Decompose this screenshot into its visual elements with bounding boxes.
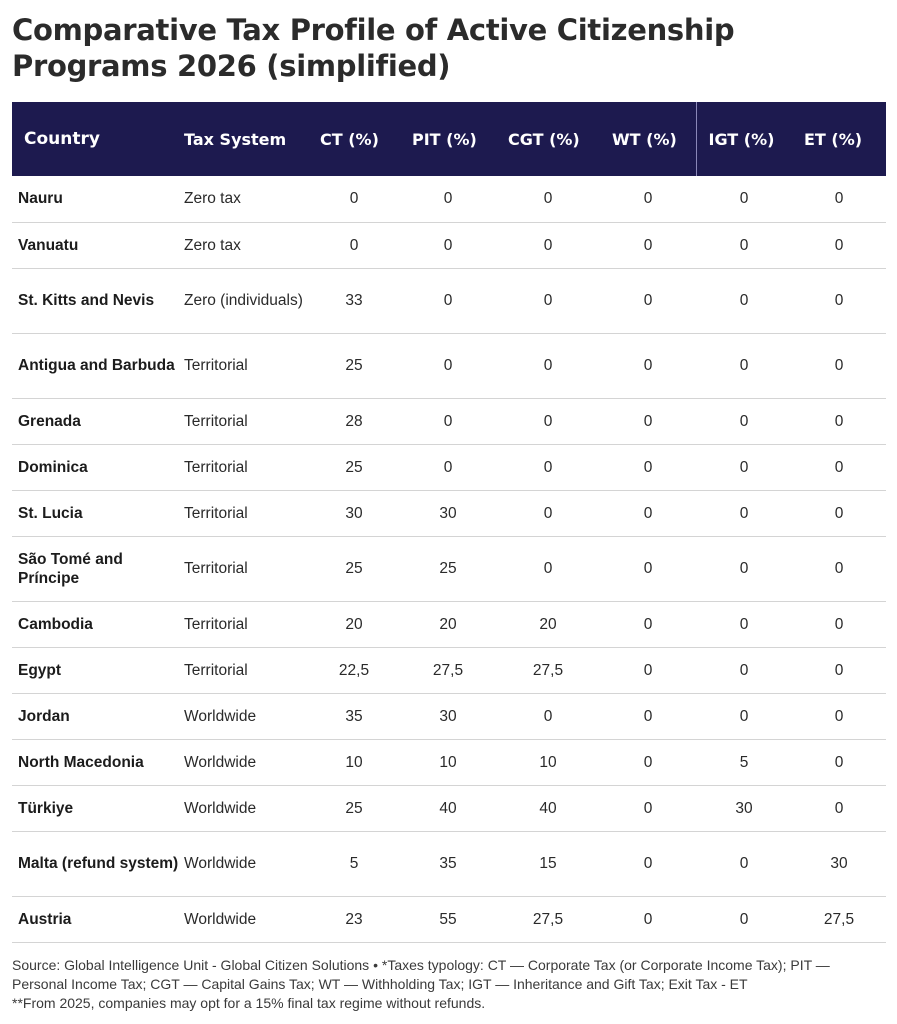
table-row (12, 647, 886, 693)
cell-igt: 0 (696, 896, 792, 942)
cell-wt: 0 (600, 785, 696, 831)
cell-igt: 0 (696, 601, 792, 647)
table-row (12, 601, 886, 647)
cell-ct: 25 (308, 333, 400, 398)
table-row (12, 785, 886, 831)
cell-pit: 0 (400, 222, 496, 268)
cell-wt: 0 (600, 896, 696, 942)
cell-tax-system: Zero tax (180, 176, 308, 222)
cell-cgt: 0 (496, 333, 600, 398)
cell-ct: 5 (308, 831, 400, 896)
cell-tax-system: Worldwide (180, 785, 308, 831)
cell-igt: 5 (696, 739, 792, 785)
cell-pit: 0 (400, 333, 496, 398)
cell-ct: 10 (308, 739, 400, 785)
cell-country: Grenada (12, 398, 180, 444)
cell-country: Vanuatu (12, 222, 180, 268)
cell-pit: 30 (400, 693, 496, 739)
column-header-et: ET (%) (804, 129, 863, 149)
cell-et: 0 (792, 444, 886, 490)
table-row (12, 896, 886, 942)
table-row (12, 536, 886, 601)
cell-country: Jordan (12, 693, 180, 739)
column-header-tax-system: Tax System (184, 129, 287, 149)
cell-country: Dominica (12, 444, 180, 490)
cell-pit: 0 (400, 444, 496, 490)
table-row (12, 831, 886, 896)
cell-tax-system: Worldwide (180, 693, 308, 739)
tax-table (12, 102, 886, 943)
cell-ct: 25 (308, 444, 400, 490)
column-header-ct: CT (%) (320, 129, 379, 149)
cell-et: 0 (792, 536, 886, 601)
table-notes (12, 956, 887, 1013)
cell-cgt: 0 (496, 490, 600, 536)
cell-tax-system: Worldwide (180, 831, 308, 896)
table-row (12, 176, 886, 222)
cell-igt: 0 (696, 831, 792, 896)
cell-igt: 0 (696, 222, 792, 268)
table-row (12, 222, 886, 268)
cell-ct: 33 (308, 268, 400, 333)
cell-tax-system: Territorial (180, 444, 308, 490)
cell-cgt: 27,5 (496, 896, 600, 942)
cell-pit: 0 (400, 176, 496, 222)
cell-cgt: 0 (496, 398, 600, 444)
cell-tax-system: Territorial (180, 647, 308, 693)
cell-cgt: 20 (496, 601, 600, 647)
cell-et: 0 (792, 693, 886, 739)
cell-et: 27,5 (792, 896, 886, 942)
cell-cgt: 0 (496, 268, 600, 333)
table-row (12, 490, 886, 536)
table-header-row (12, 102, 886, 176)
cell-cgt: 0 (496, 444, 600, 490)
cell-igt: 0 (696, 536, 792, 601)
cell-et: 0 (792, 647, 886, 693)
cell-pit: 27,5 (400, 647, 496, 693)
cell-wt: 0 (600, 176, 696, 222)
cell-igt: 0 (696, 333, 792, 398)
cell-tax-system: Worldwide (180, 896, 308, 942)
cell-et: 0 (792, 398, 886, 444)
column-header-country: Country (24, 128, 100, 149)
cell-tax-system: Territorial (180, 490, 308, 536)
table-row (12, 739, 886, 785)
cell-igt: 0 (696, 490, 792, 536)
cell-country: St. Lucia (12, 490, 180, 536)
cell-igt: 0 (696, 693, 792, 739)
cell-pit: 35 (400, 831, 496, 896)
cell-country: São Tomé and Príncipe (12, 536, 180, 601)
cell-country: North Macedonia (12, 739, 180, 785)
cell-wt: 0 (600, 831, 696, 896)
column-header-wt: WT (%) (612, 129, 677, 149)
cell-et: 0 (792, 490, 886, 536)
cell-wt: 0 (600, 490, 696, 536)
cell-tax-system: Territorial (180, 398, 308, 444)
cell-wt: 0 (600, 268, 696, 333)
cell-et: 0 (792, 268, 886, 333)
cell-wt: 0 (600, 647, 696, 693)
cell-country: Egypt (12, 647, 180, 693)
cell-tax-system: Zero tax (180, 222, 308, 268)
cell-ct: 0 (308, 222, 400, 268)
table-row (12, 444, 886, 490)
cell-country: Nauru (12, 176, 180, 222)
table-row (12, 398, 886, 444)
source-note: Source: Global Intelligence Unit - Global Citizen Solutions • *Taxes typology: CT — Corporate Tax (or Corporate Income Tax); PIT — Personal Income Tax; CGT — Capital Gains Tax; WT — Withholding Tax; IGT — Inheritance and Gift Tax; Exit Tax - ET (12, 957, 830, 992)
cell-country: Cambodia (12, 601, 180, 647)
cell-country: Antigua and Barbuda (12, 333, 180, 398)
cell-cgt: 27,5 (496, 647, 600, 693)
cell-ct: 30 (308, 490, 400, 536)
cell-cgt: 40 (496, 785, 600, 831)
cell-wt: 0 (600, 444, 696, 490)
cell-igt: 0 (696, 647, 792, 693)
cell-et: 0 (792, 222, 886, 268)
cell-tax-system: Territorial (180, 601, 308, 647)
cell-wt: 0 (600, 398, 696, 444)
cell-wt: 0 (600, 739, 696, 785)
cell-igt: 0 (696, 268, 792, 333)
cell-wt: 0 (600, 536, 696, 601)
cell-cgt: 0 (496, 536, 600, 601)
cell-pit: 40 (400, 785, 496, 831)
cell-cgt: 0 (496, 693, 600, 739)
cell-wt: 0 (600, 222, 696, 268)
table-row (12, 268, 886, 333)
cell-ct: 25 (308, 785, 400, 831)
table-row (12, 693, 886, 739)
cell-pit: 30 (400, 490, 496, 536)
cell-wt: 0 (600, 693, 696, 739)
cell-wt: 0 (600, 333, 696, 398)
cell-pit: 20 (400, 601, 496, 647)
cell-igt: 0 (696, 398, 792, 444)
cell-ct: 25 (308, 536, 400, 601)
cell-pit: 0 (400, 268, 496, 333)
footnote: **From 2025, companies may opt for a 15% final tax regime without refunds. (12, 995, 486, 1011)
cell-country: Türkiye (12, 785, 180, 831)
cell-et: 0 (792, 739, 886, 785)
cell-country: Malta (refund system) (12, 831, 180, 896)
cell-ct: 0 (308, 176, 400, 222)
column-header-pit: PIT (%) (412, 129, 477, 149)
table-row (12, 333, 886, 398)
cell-ct: 22,5 (308, 647, 400, 693)
cell-ct: 20 (308, 601, 400, 647)
cell-ct: 28 (308, 398, 400, 444)
cell-igt: 0 (696, 176, 792, 222)
cell-cgt: 15 (496, 831, 600, 896)
column-header-cgt: CGT (%) (508, 129, 580, 149)
cell-ct: 23 (308, 896, 400, 942)
cell-et: 30 (792, 831, 886, 896)
cell-wt: 0 (600, 601, 696, 647)
cell-cgt: 10 (496, 739, 600, 785)
cell-tax-system: Zero (individuals) (180, 268, 308, 333)
cell-tax-system: Worldwide (180, 739, 308, 785)
cell-et: 0 (792, 333, 886, 398)
cell-et: 0 (792, 176, 886, 222)
cell-pit: 25 (400, 536, 496, 601)
column-header-igt: IGT (%) (696, 102, 792, 176)
cell-cgt: 0 (496, 222, 600, 268)
cell-pit: 0 (400, 398, 496, 444)
cell-pit: 10 (400, 739, 496, 785)
cell-country: St. Kitts and Nevis (12, 268, 180, 333)
cell-et: 0 (792, 785, 886, 831)
cell-igt: 0 (696, 444, 792, 490)
page-title: Comparative Tax Profile of Active Citizenship Programs 2026 (simplified) (12, 13, 735, 83)
cell-cgt: 0 (496, 176, 600, 222)
cell-country: Austria (12, 896, 180, 942)
cell-igt: 30 (696, 785, 792, 831)
cell-tax-system: Territorial (180, 536, 308, 601)
cell-et: 0 (792, 601, 886, 647)
cell-pit: 55 (400, 896, 496, 942)
cell-ct: 35 (308, 693, 400, 739)
cell-tax-system: Territorial (180, 333, 308, 398)
